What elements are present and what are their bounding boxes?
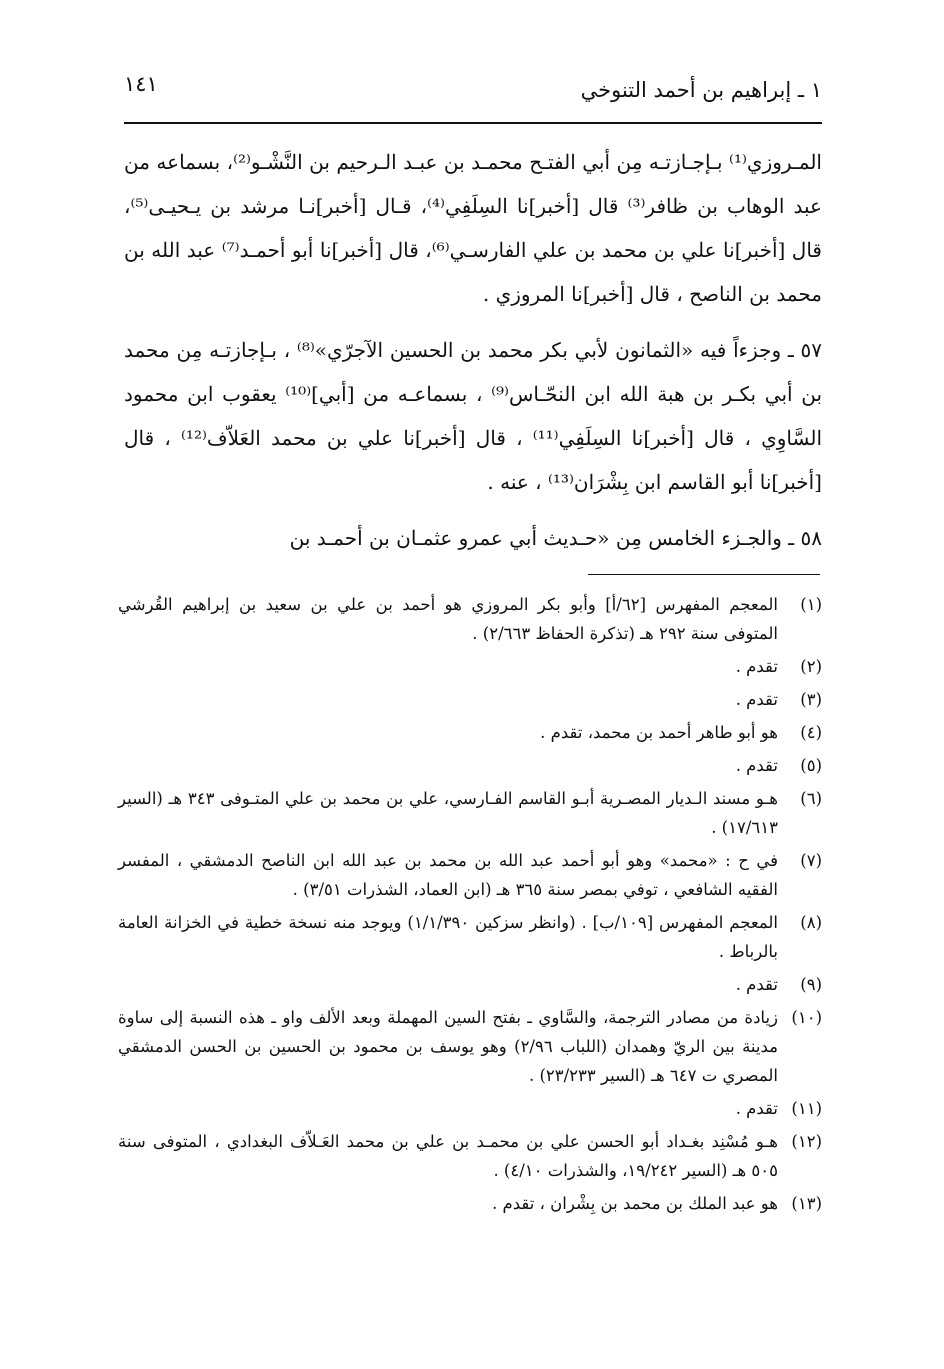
footnote — [118, 685, 822, 714]
footnote-number: (٣) — [800, 690, 822, 709]
footnote — [118, 718, 822, 747]
footnote — [118, 1127, 822, 1185]
footnote — [118, 590, 822, 648]
footnotes — [118, 590, 822, 1222]
footnote-number: (١٣) — [791, 1194, 822, 1213]
footnote-number: (٦) — [800, 789, 822, 808]
footnote-number: (٥) — [800, 756, 822, 775]
footnote-divider — [588, 574, 820, 575]
footnote — [118, 652, 822, 681]
page-number: ١٤١ — [124, 72, 158, 96]
paragraph: ٥٨ ـ والجـزء الخامس مِن «حـديث أبي عمرو عثمـان بن أحمـد بن — [289, 526, 822, 550]
footnote — [118, 1189, 822, 1218]
footnote-text: في ح : «محمد» وهو أبو أحمد عبد الله بن محمد بن عبد الله ابن الناصح الدمشقي ، المفسر الفقيه الشافعي ، توفي بمصر سنة ٣٦٥ هـ (ابن العماد، الشذرات ٣/٥١) . — [118, 851, 778, 899]
footnote-number: (٢) — [800, 657, 822, 676]
footnote-text: هو أبو طاهر أحمد بن محمد، تقدم . — [540, 723, 778, 742]
page-header — [124, 66, 822, 124]
footnote — [118, 908, 822, 966]
footnote-text: تقدم . — [735, 1099, 778, 1118]
footnote — [118, 751, 822, 780]
footnote-number: (٩) — [800, 975, 822, 994]
footnote-text: هـو مسند الـديار المصـرية أبـو القاسم الفـارسي، علي بن محمد بن علي المتـوفى ٣٤٣ هـ (السير ١٧/٦١٣) . — [118, 789, 778, 837]
footnote-text: تقدم . — [735, 690, 778, 709]
main-text — [124, 140, 822, 560]
footnote-number: (٤) — [800, 723, 822, 742]
footnote — [118, 1094, 822, 1123]
footnote-text: هو عبد الملك بن محمد بن بِشْران ، تقدم . — [492, 1194, 778, 1213]
footnote-number: (٧) — [800, 851, 822, 870]
footnote — [118, 1003, 822, 1090]
footnote-number: (٨) — [800, 913, 822, 932]
footnote-text: تقدم . — [735, 975, 778, 994]
running-title: ١ ـ إبراهيم بن أحمد التنوخي — [580, 78, 822, 102]
footnote-number: (١٢) — [791, 1132, 822, 1151]
footnote-number: (١١) — [791, 1099, 822, 1118]
footnote-text: المعجم المفهرس [٦٢/أ] وأبو بكر المروزي هو أحمد بن علي بن سعيد بن إبراهيم القُرشي المتوفى سنة ٢٩٢ هـ (تذكرة الحفاظ ٢/٦٦٣) . — [118, 595, 778, 643]
footnote-number: (١٠) — [791, 1008, 822, 1027]
paragraph: المـروزي⁽¹⁾ بـإجـازتـه مِن أبي الفتـح محمـد بن عبـد الـرحيم بن النَّشْـو⁽²⁾، بسماعه من عبد الوهاب بن ظافر⁽³⁾ قال [أخبر]نا السِلَفِي⁽⁴⁾، قـال [أخبر]نـا مرشد بن يـحيـى⁽⁵⁾، قال [أخبر]نا علي بن محمد بن علي الفارسـي⁽⁶⁾، قال [أخبر]نا أبو أحمـد⁽⁷⁾ عبد الله بن محمد بن الناصح ، قال [أخبر]نا المروزي . — [124, 150, 822, 306]
footnote-number: (١) — [800, 595, 822, 614]
footnote — [118, 846, 822, 904]
footnote — [118, 784, 822, 842]
footnote — [118, 970, 822, 999]
footnote-text: تقدم . — [735, 657, 778, 676]
footnote-text: المعجم المفهرس [١٠٩/ب] . (وانظر سزكين ١/١/٣٩٠) ويوجد منه نسخة خطية في الخزانة العامة بالرباط . — [118, 913, 778, 961]
footnote-text: تقدم . — [735, 756, 778, 775]
footnote-text: هـو مُسْنِد بغـداد أبو الحسن علي بن محمـد بن علي بن محمد العَـلاّف البغدادي ، المتوفى سنة ٥٠٥ هـ (السير ١٩/٢٤٢، والشذرات ٤/١٠) . — [118, 1132, 778, 1180]
footnote-text: زيادة من مصادر الترجمة، والسَّاوي ـ بفتح السين المهملة وبعد الألف واو ـ هذه النسبة إلى ساوة مدينة بين الريّ وهمدان (اللباب ٢/٩٦) وهو يوسف بن محمود بن الحسين بن الحسن الدمشقي المصري ت ٦٤٧ هـ (السير ٢٣/٢٣٣) . — [118, 1008, 778, 1085]
paragraph: ٥٧ ـ وجزءاً فيه «الثمانون لأبي بكر محمد بن الحسين الآجرّي»⁽⁸⁾ ، بـإجازتـه مِن محمد بن أبي بكـر بن هبة الله ابن النحّـاس⁽⁹⁾ ، بسماعـه من [أبي]⁽¹⁰⁾ يعقوب ابن محمود السَّاوِي ، قال [أخبر]نا السِلَفِي⁽¹¹⁾ ، قال [أخبر]نا علي بن محمد العَلاّف⁽¹²⁾ ، قال [أخبر]نا أبو القاسم ابن بِشْرَان⁽¹³⁾ ، عنه . — [124, 338, 823, 494]
